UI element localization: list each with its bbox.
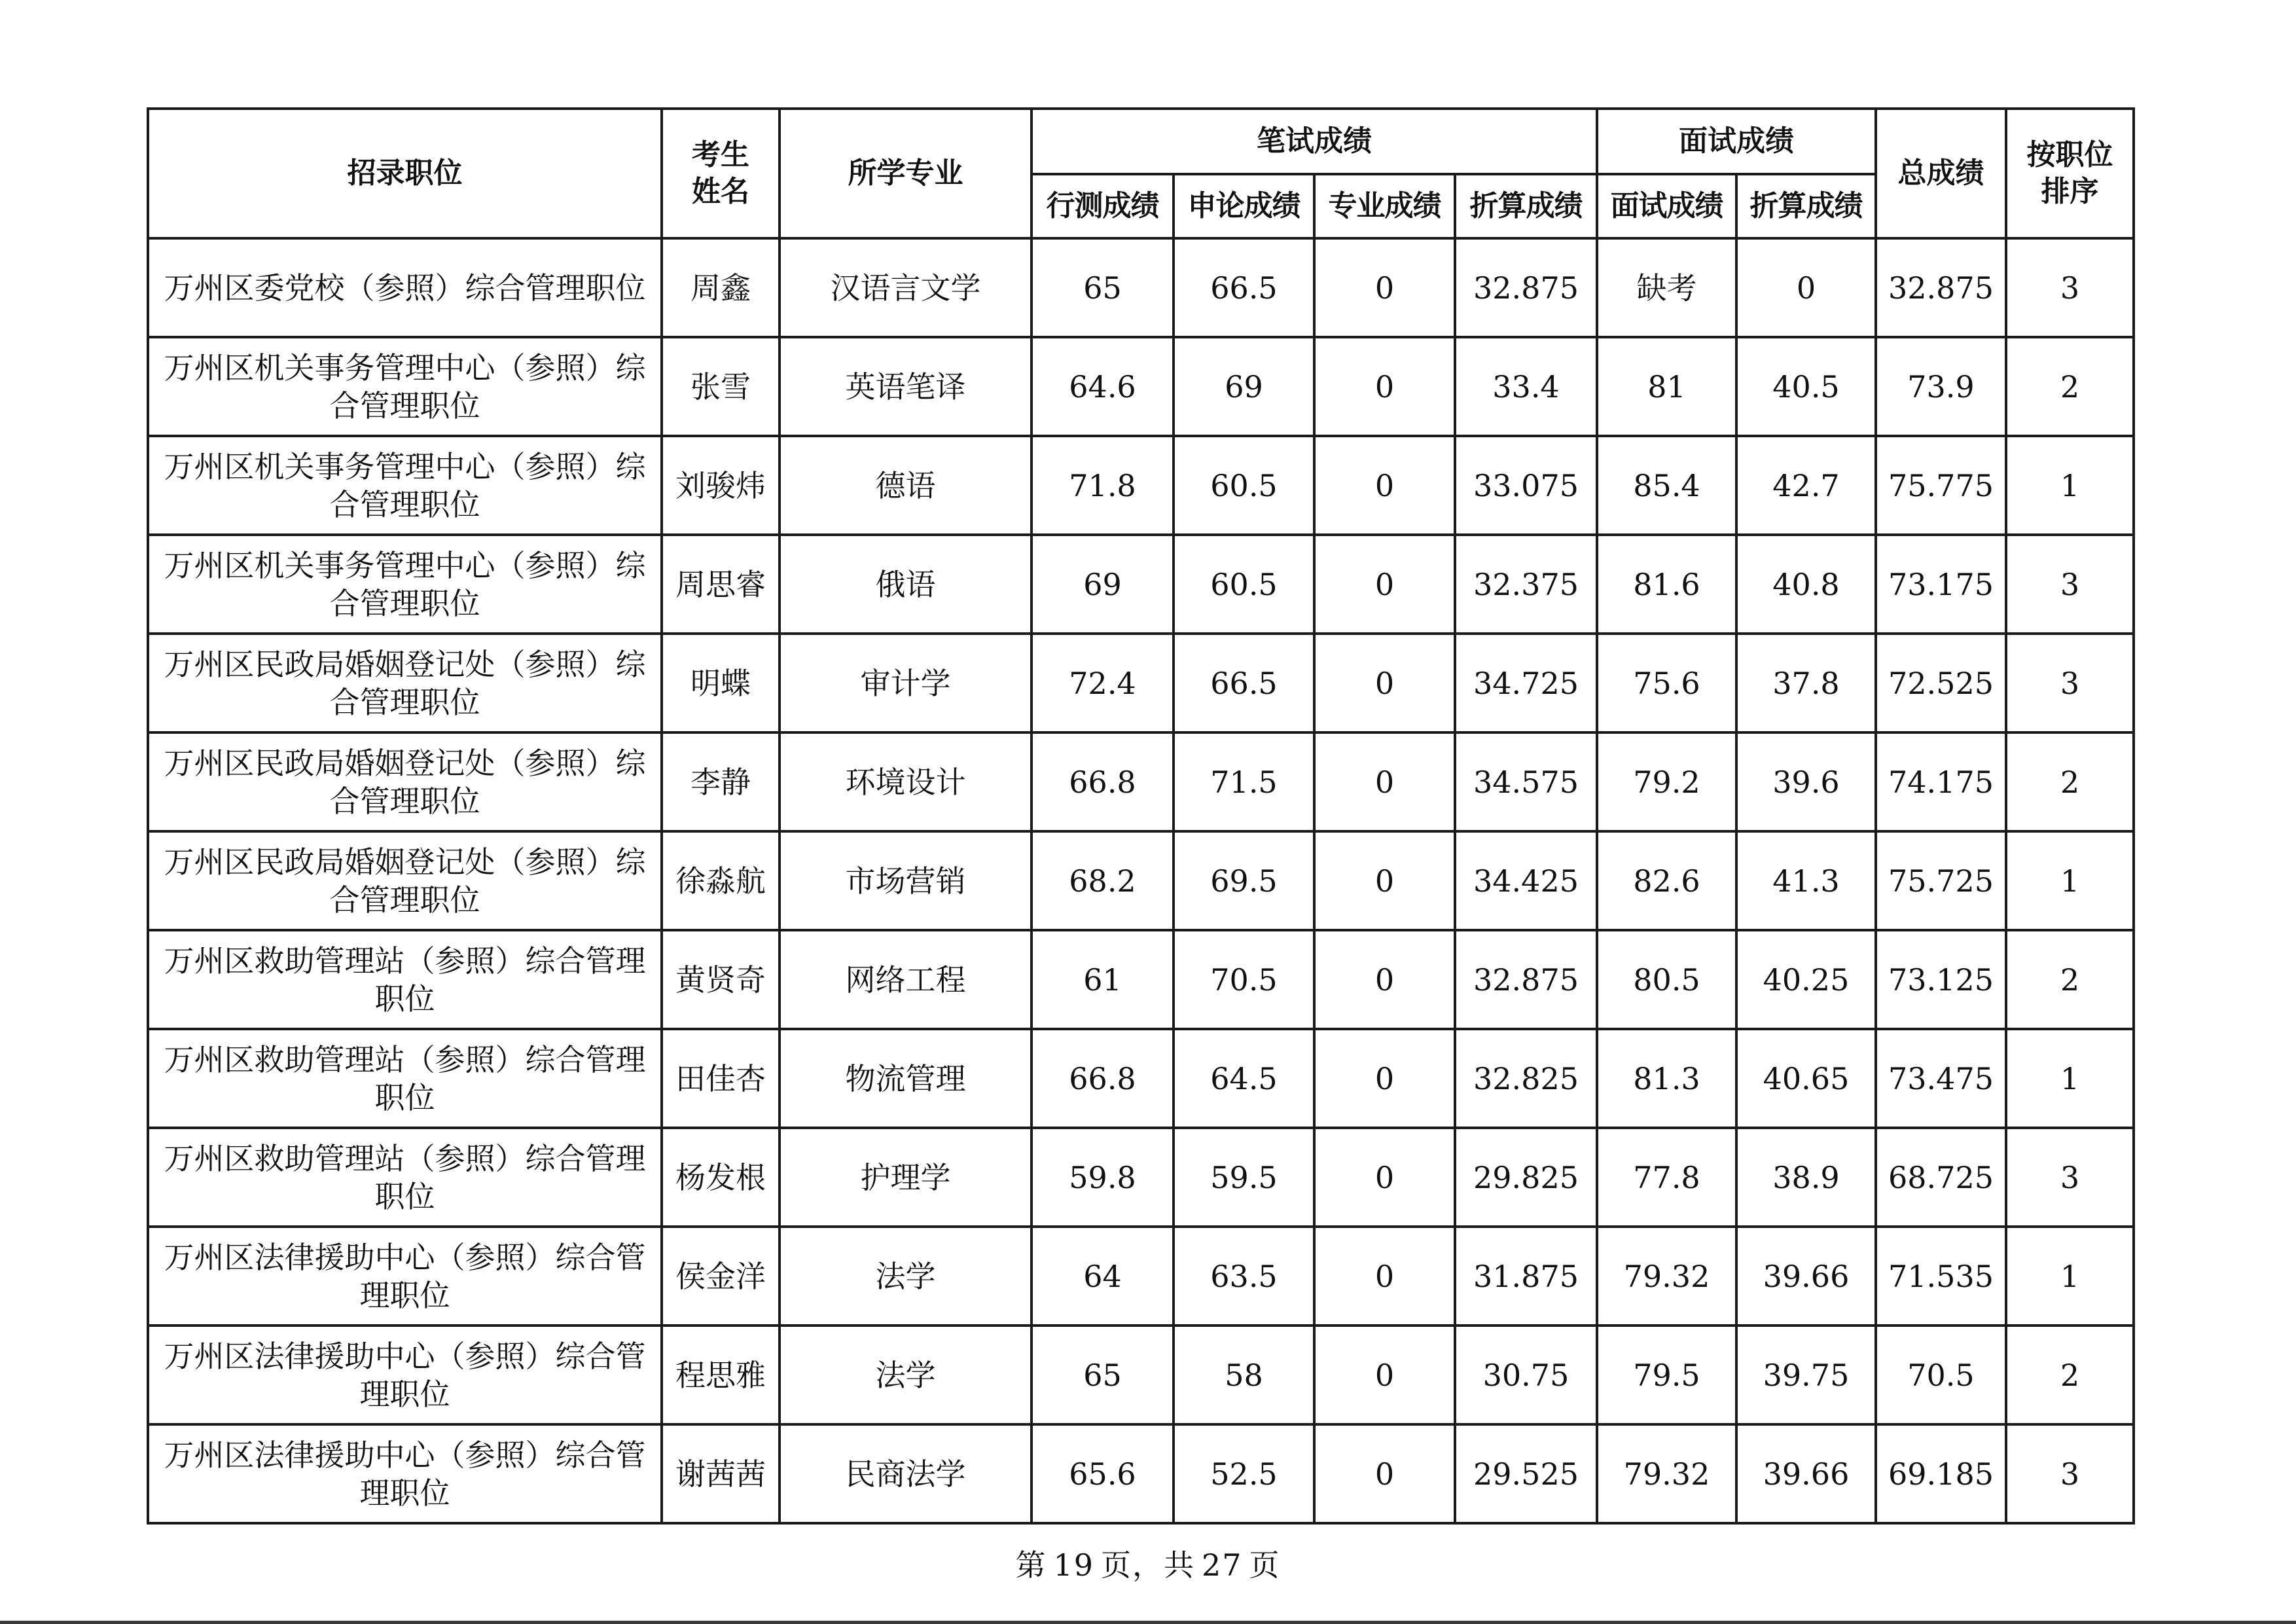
cell-xingce: 65.6 [1031, 1424, 1174, 1523]
cell-rank: 2 [2006, 930, 2134, 1029]
cell-major: 法学 [780, 1227, 1031, 1326]
cell-interview: 77.8 [1597, 1128, 1736, 1227]
table-row [148, 337, 2134, 436]
page-bottom-rule [0, 1621, 2296, 1624]
cell-rank: 1 [2006, 1029, 2134, 1128]
cell-interview: 85.4 [1597, 436, 1736, 535]
cell-xingce: 66.8 [1031, 732, 1174, 831]
table-row [148, 1326, 2134, 1424]
cell-xingce: 59.8 [1031, 1128, 1174, 1227]
cell-shenlun: 66.5 [1174, 238, 1314, 337]
cell-written-converted: 32.825 [1455, 1029, 1597, 1128]
cell-xingce: 69 [1031, 535, 1174, 634]
cell-shenlun: 70.5 [1174, 930, 1314, 1029]
table-row [148, 436, 2134, 535]
cell-zhuanye: 0 [1314, 1326, 1455, 1424]
cell-interview: 79.32 [1597, 1227, 1736, 1326]
table-row [148, 930, 2134, 1029]
cell-interview-converted: 37.8 [1736, 634, 1876, 732]
header-major: 所学专业 [780, 109, 1031, 238]
cell-xingce: 71.8 [1031, 436, 1174, 535]
table-row [148, 1029, 2134, 1128]
cell-zhuanye: 0 [1314, 732, 1455, 831]
cell-written-converted: 32.875 [1455, 238, 1597, 337]
cell-interview: 缺考 [1597, 238, 1736, 337]
cell-interview: 82.6 [1597, 831, 1736, 930]
cell-written-converted: 34.425 [1455, 831, 1597, 930]
cell-written-converted: 29.525 [1455, 1424, 1597, 1523]
cell-xingce: 66.8 [1031, 1029, 1174, 1128]
cell-name: 黄贤奇 [662, 930, 780, 1029]
cell-rank: 2 [2006, 732, 2134, 831]
cell-total: 72.525 [1876, 634, 2006, 732]
cell-shenlun: 60.5 [1174, 535, 1314, 634]
cell-name: 程思雅 [662, 1326, 780, 1424]
footer-prefix: 第 [1015, 1547, 1047, 1583]
cell-interview-converted: 39.75 [1736, 1326, 1876, 1424]
cell-name: 徐淼航 [662, 831, 780, 930]
cell-name: 刘骏炜 [662, 436, 780, 535]
cell-position: 万州区民政局婚姻登记处（参照）综合管理职位 [148, 732, 662, 831]
header-total: 总成绩 [1876, 109, 2006, 238]
cell-xingce: 61 [1031, 930, 1174, 1029]
cell-interview-converted: 39.6 [1736, 732, 1876, 831]
cell-position: 万州区民政局婚姻登记处（参照）综合管理职位 [148, 634, 662, 732]
cell-total: 71.535 [1876, 1227, 2006, 1326]
cell-zhuanye: 0 [1314, 831, 1455, 930]
cell-position: 万州区救助管理站（参照）综合管理职位 [148, 1128, 662, 1227]
cell-xingce: 65 [1031, 1326, 1174, 1424]
cell-interview: 79.32 [1597, 1424, 1736, 1523]
footer-suffix: 页 [1249, 1547, 1281, 1583]
cell-interview-converted: 38.9 [1736, 1128, 1876, 1227]
cell-total: 32.875 [1876, 238, 2006, 337]
cell-position: 万州区机关事务管理中心（参照）综合管理职位 [148, 337, 662, 436]
header-rank: 按职位排序 [2006, 109, 2134, 238]
header-interview-group: 面试成绩 [1597, 109, 1876, 174]
cell-position: 万州区法律援助中心（参照）综合管理职位 [148, 1424, 662, 1523]
cell-major: 物流管理 [780, 1029, 1031, 1128]
table-row [148, 831, 2134, 930]
cell-interview-converted: 40.65 [1736, 1029, 1876, 1128]
cell-major: 网络工程 [780, 930, 1031, 1029]
cell-rank: 1 [2006, 436, 2134, 535]
cell-total: 69.185 [1876, 1424, 2006, 1523]
score-table [147, 107, 2135, 1525]
cell-written-converted: 34.725 [1455, 634, 1597, 732]
cell-position: 万州区法律援助中心（参照）综合管理职位 [148, 1227, 662, 1326]
cell-total: 68.725 [1876, 1128, 2006, 1227]
cell-shenlun: 52.5 [1174, 1424, 1314, 1523]
cell-major: 环境设计 [780, 732, 1031, 831]
cell-interview-converted: 0 [1736, 238, 1876, 337]
cell-rank: 3 [2006, 634, 2134, 732]
cell-shenlun: 59.5 [1174, 1128, 1314, 1227]
cell-xingce: 64.6 [1031, 337, 1174, 436]
cell-interview: 81.3 [1597, 1029, 1736, 1128]
cell-interview-converted: 39.66 [1736, 1424, 1876, 1523]
cell-total: 73.9 [1876, 337, 2006, 436]
cell-written-converted: 34.575 [1455, 732, 1597, 831]
header-shenlun: 申论成绩 [1174, 174, 1314, 238]
cell-position: 万州区法律援助中心（参照）综合管理职位 [148, 1326, 662, 1424]
cell-written-converted: 32.375 [1455, 535, 1597, 634]
table-row [148, 1424, 2134, 1523]
cell-major: 市场营销 [780, 831, 1031, 930]
cell-total: 75.775 [1876, 436, 2006, 535]
cell-xingce: 68.2 [1031, 831, 1174, 930]
cell-position: 万州区委党校（参照）综合管理职位 [148, 238, 662, 337]
cell-written-converted: 31.875 [1455, 1227, 1597, 1326]
cell-rank: 1 [2006, 831, 2134, 930]
cell-rank: 3 [2006, 1424, 2134, 1523]
cell-major: 审计学 [780, 634, 1031, 732]
header-xingce: 行测成绩 [1031, 174, 1174, 238]
header-position: 招录职位 [148, 109, 662, 238]
cell-interview: 81.6 [1597, 535, 1736, 634]
cell-zhuanye: 0 [1314, 1128, 1455, 1227]
cell-shenlun: 64.5 [1174, 1029, 1314, 1128]
cell-interview-converted: 40.25 [1736, 930, 1876, 1029]
cell-name: 谢茜茜 [662, 1424, 780, 1523]
cell-interview: 79.5 [1597, 1326, 1736, 1424]
cell-written-converted: 29.825 [1455, 1128, 1597, 1227]
cell-xingce: 65 [1031, 238, 1174, 337]
cell-position: 万州区救助管理站（参照）综合管理职位 [148, 930, 662, 1029]
cell-interview: 80.5 [1597, 930, 1736, 1029]
cell-major: 英语笔译 [780, 337, 1031, 436]
cell-name: 杨发根 [662, 1128, 780, 1227]
table-row [148, 1227, 2134, 1326]
cell-rank: 3 [2006, 535, 2134, 634]
table-row [148, 535, 2134, 634]
cell-interview-converted: 40.5 [1736, 337, 1876, 436]
table-row [148, 1128, 2134, 1227]
cell-rank: 2 [2006, 1326, 2134, 1424]
cell-major: 德语 [780, 436, 1031, 535]
cell-interview-converted: 40.8 [1736, 535, 1876, 634]
cell-name: 周思睿 [662, 535, 780, 634]
cell-name: 张雪 [662, 337, 780, 436]
cell-position: 万州区民政局婚姻登记处（参照）综合管理职位 [148, 831, 662, 930]
cell-total: 74.175 [1876, 732, 2006, 831]
cell-zhuanye: 0 [1314, 436, 1455, 535]
cell-zhuanye: 0 [1314, 1227, 1455, 1326]
cell-interview: 79.2 [1597, 732, 1736, 831]
header-interview-converted: 折算成绩 [1736, 174, 1876, 238]
cell-major: 俄语 [780, 535, 1031, 634]
cell-major: 汉语言文学 [780, 238, 1031, 337]
page-number-footer [0, 1542, 2296, 1585]
cell-shenlun: 69.5 [1174, 831, 1314, 930]
cell-shenlun: 58 [1174, 1326, 1314, 1424]
header-written-group: 笔试成绩 [1031, 109, 1597, 174]
table-row [148, 238, 2134, 337]
cell-major: 法学 [780, 1326, 1031, 1424]
cell-name: 田佳杏 [662, 1029, 780, 1128]
cell-zhuanye: 0 [1314, 535, 1455, 634]
cell-rank: 3 [2006, 238, 2134, 337]
footer-middle: 页，共 [1101, 1547, 1195, 1583]
cell-written-converted: 32.875 [1455, 930, 1597, 1029]
cell-zhuanye: 0 [1314, 634, 1455, 732]
cell-shenlun: 69 [1174, 337, 1314, 436]
cell-interview: 81 [1597, 337, 1736, 436]
cell-total: 75.725 [1876, 831, 2006, 930]
cell-rank: 3 [2006, 1128, 2134, 1227]
cell-name: 周鑫 [662, 238, 780, 337]
cell-major: 民商法学 [780, 1424, 1031, 1523]
header-written-converted: 折算成绩 [1455, 174, 1597, 238]
header-zhuanye: 专业成绩 [1314, 174, 1455, 238]
header-interview: 面试成绩 [1597, 174, 1736, 238]
table-row [148, 634, 2134, 732]
cell-interview-converted: 42.7 [1736, 436, 1876, 535]
cell-total: 73.475 [1876, 1029, 2006, 1128]
cell-name: 明蝶 [662, 634, 780, 732]
cell-interview-converted: 39.66 [1736, 1227, 1876, 1326]
table-row [148, 732, 2134, 831]
cell-zhuanye: 0 [1314, 1424, 1455, 1523]
cell-position: 万州区机关事务管理中心（参照）综合管理职位 [148, 436, 662, 535]
cell-position: 万州区救助管理站（参照）综合管理职位 [148, 1029, 662, 1128]
footer-total-pages: 27 [1202, 1547, 1243, 1583]
cell-xingce: 72.4 [1031, 634, 1174, 732]
cell-name: 李静 [662, 732, 780, 831]
cell-position: 万州区机关事务管理中心（参照）综合管理职位 [148, 535, 662, 634]
cell-major: 护理学 [780, 1128, 1031, 1227]
footer-page: 19 [1053, 1547, 1094, 1583]
cell-interview: 75.6 [1597, 634, 1736, 732]
cell-written-converted: 33.075 [1455, 436, 1597, 535]
cell-zhuanye: 0 [1314, 337, 1455, 436]
cell-written-converted: 33.4 [1455, 337, 1597, 436]
cell-zhuanye: 0 [1314, 1029, 1455, 1128]
cell-zhuanye: 0 [1314, 238, 1455, 337]
cell-written-converted: 30.75 [1455, 1326, 1597, 1424]
cell-zhuanye: 0 [1314, 930, 1455, 1029]
cell-total: 70.5 [1876, 1326, 2006, 1424]
cell-total: 73.175 [1876, 535, 2006, 634]
cell-shenlun: 60.5 [1174, 436, 1314, 535]
cell-interview-converted: 41.3 [1736, 831, 1876, 930]
cell-rank: 1 [2006, 1227, 2134, 1326]
cell-name: 侯金洋 [662, 1227, 780, 1326]
cell-rank: 2 [2006, 337, 2134, 436]
header-name: 考生姓名 [662, 109, 780, 238]
cell-xingce: 64 [1031, 1227, 1174, 1326]
cell-shenlun: 63.5 [1174, 1227, 1314, 1326]
cell-shenlun: 71.5 [1174, 732, 1314, 831]
cell-shenlun: 66.5 [1174, 634, 1314, 732]
table-header [148, 109, 2134, 238]
table-body [148, 238, 2134, 1523]
cell-total: 73.125 [1876, 930, 2006, 1029]
